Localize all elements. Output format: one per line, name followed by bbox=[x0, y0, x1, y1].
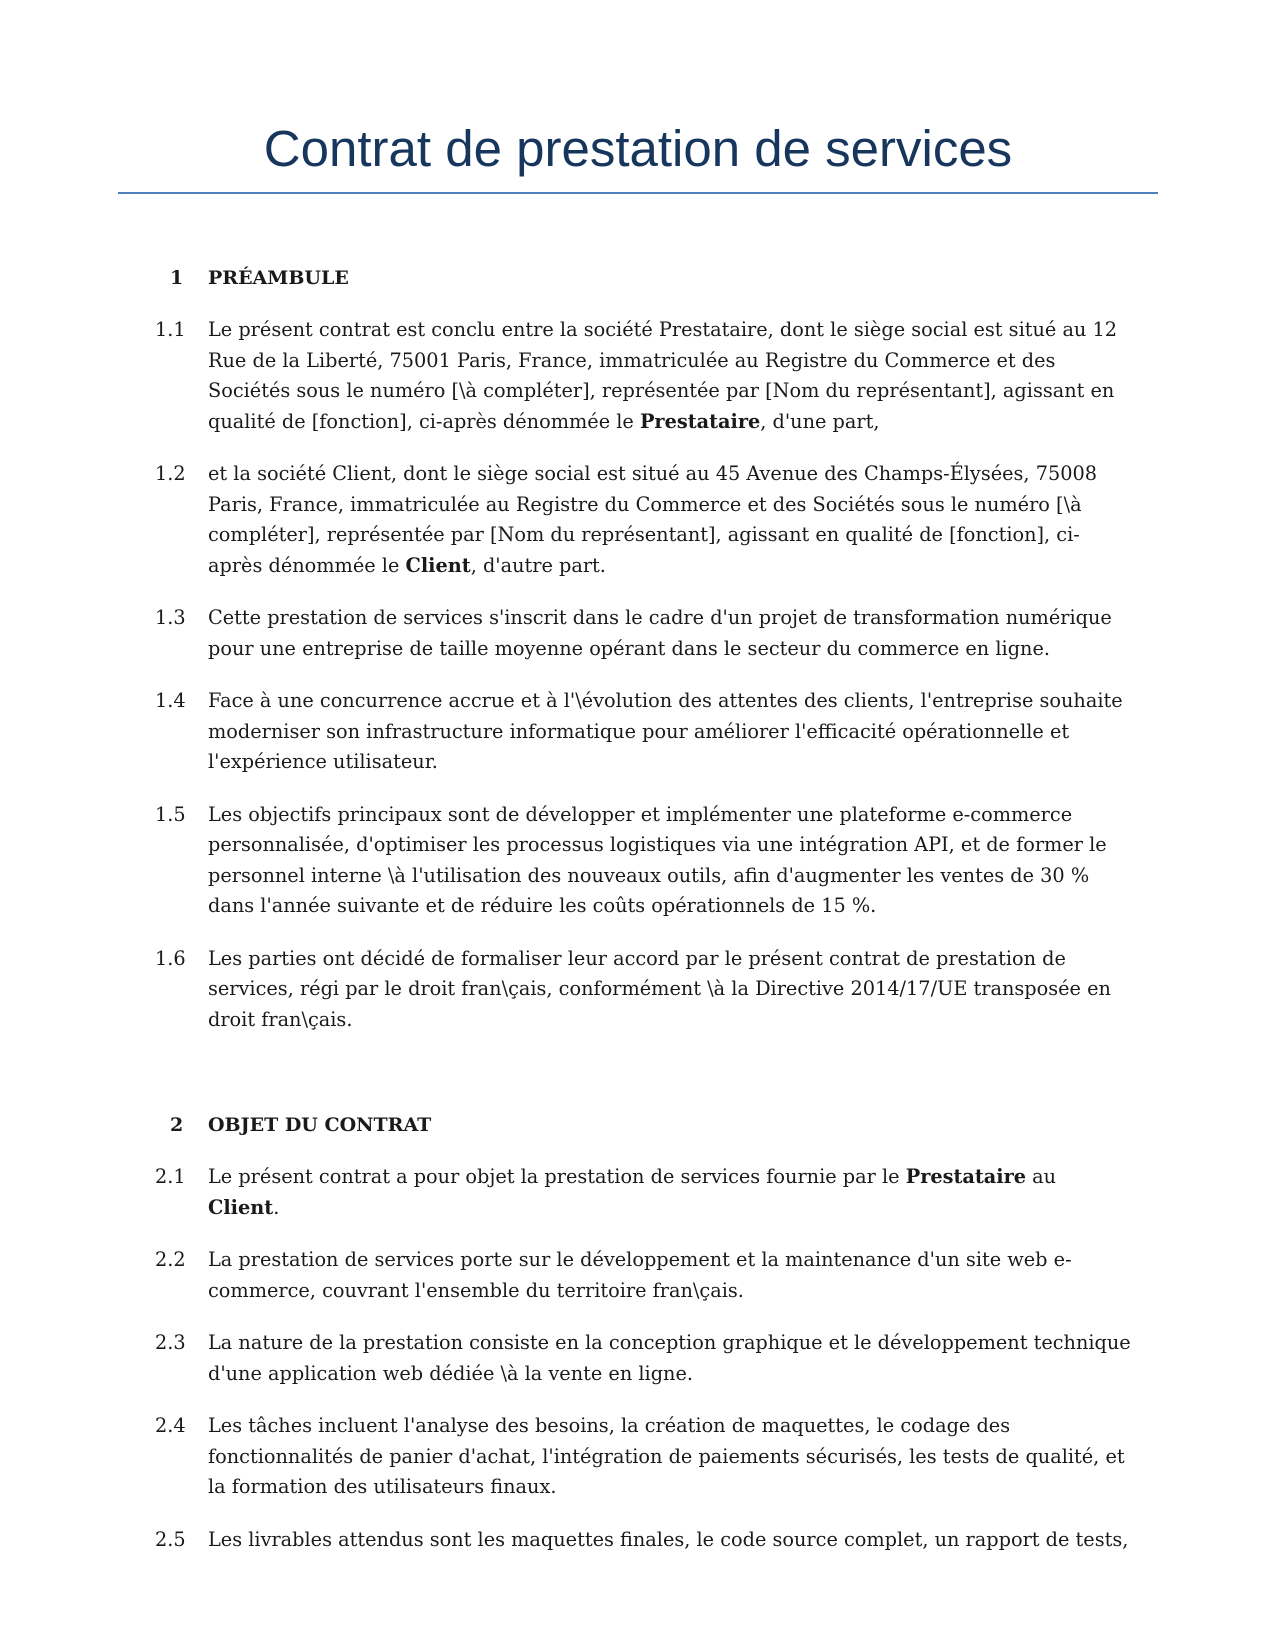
party-name-prestataire: Prestataire bbox=[905, 1165, 1027, 1188]
clause-text bbox=[208, 315, 1133, 437]
clause-number: 2.1 bbox=[155, 1165, 186, 1188]
clause-text-part: au bbox=[1026, 1165, 1057, 1188]
clause-number: 2.3 bbox=[155, 1331, 186, 1354]
clause-1-4 bbox=[0, 686, 1275, 778]
clause-text: La nature de la prestation consiste en la conception graphique et le développement technique d'une application web dédiée \à la vente en ligne. bbox=[208, 1331, 1131, 1385]
clause-text: Les parties ont décidé de formaliser leur accord par le présent contrat de prestation de services, régi par le droit fran\çais, conformément \à la Directive 2014/17/UE transposée en droit fran\çais. bbox=[208, 946, 1111, 1031]
clause-number: 1.4 bbox=[155, 689, 186, 712]
clause-2-5 bbox=[0, 1525, 1275, 1556]
section-heading bbox=[0, 1110, 1275, 1140]
document-title: Contrat de prestation de services bbox=[263, 120, 1013, 177]
clause-number: 1.2 bbox=[155, 462, 186, 485]
section-title: PRÉAMBULE bbox=[208, 267, 349, 289]
clause-2-1 bbox=[0, 1162, 1275, 1223]
clause-text-part: et la société Client, dont le siège social est situé au 45 Avenue des Champs-Élysées, 75008 Paris, France, immatriculée au Registre du Commerce et des Sociétés sous le numéro [\à compléter], représentée par [Nom du représentant], agissant en qualité de [fonction], ci-après dénommée le bbox=[208, 462, 1098, 577]
clause-text-part: , d'autre part. bbox=[470, 553, 606, 577]
section-objet-du-contrat bbox=[0, 1110, 1275, 1555]
clause-1-3 bbox=[0, 603, 1275, 664]
clause-2-3 bbox=[0, 1328, 1275, 1389]
section-preambule bbox=[0, 263, 1275, 1035]
clause-text: Cette prestation de services s'inscrit dans le cadre d'un projet de transformation numérique pour une entreprise de taille moyenne opérant dans le secteur du commerce en ligne. bbox=[208, 606, 1112, 660]
clause-number: 2.4 bbox=[155, 1414, 186, 1437]
clause-number: 2.5 bbox=[155, 1527, 186, 1551]
party-name-prestataire: Prestataire bbox=[639, 409, 761, 433]
clause-text: Les tâches incluent l'analyse des besoins, la création de maquettes, le codage des fonctionnalités de panier d'achat, l'intégration de paiements sécurisés, les tests de qualité, et la formation des utilisateurs finaux. bbox=[208, 1414, 1125, 1498]
clause-1-5 bbox=[0, 800, 1275, 922]
clause-text: Les objectifs principaux sont de développer et implémenter une plateforme e-commerce personnalisée, d'optimiser les processus logistiques via une intégration API, et de former le personnel interne \à l'utilisation des nouveaux outils, afin d'augmenter les ventes de 30 % dans l'année suivante et de réduire les coûts opérationnels de 15 %. bbox=[208, 802, 1107, 917]
clause-text bbox=[208, 1162, 1133, 1223]
clause-number: 1.6 bbox=[155, 946, 186, 970]
party-name-client: Client bbox=[208, 1195, 274, 1219]
clause-text bbox=[208, 459, 1133, 581]
clause-2-2 bbox=[0, 1245, 1275, 1306]
section-heading bbox=[0, 263, 1275, 293]
clause-text: Les livrables attendus sont les maquettes finales, le code source complet, un rapport de tests, bbox=[208, 1527, 1129, 1551]
section-number: 1 bbox=[170, 267, 184, 289]
clause-2-4 bbox=[0, 1411, 1275, 1503]
clause-text-part: , d'une part, bbox=[760, 409, 880, 433]
clause-1-2 bbox=[0, 459, 1275, 581]
clause-1-6 bbox=[0, 944, 1275, 1036]
party-name-client: Client bbox=[405, 553, 471, 577]
clause-text-part: Le présent contrat est conclu entre la société Prestataire, dont le siège social est situé au 12 Rue de la Liberté, 75001 Paris, France, immatriculée au Registre du Commerce et des Sociétés sous le numéro [\à compléter], représentée par [Nom du représentant], agissant en qualité de [fonction], ci-après dénommée le bbox=[208, 318, 1118, 433]
clause-text-part: . bbox=[273, 1195, 280, 1219]
clause-number: 2.2 bbox=[155, 1248, 186, 1271]
clause-text: Face à une concurrence accrue et à l'\évolution des attentes des clients, l'entreprise souhaite moderniser son infrastructure informatique pour améliorer l'efficacité opérationnelle et l'expérience utilisateur. bbox=[208, 689, 1123, 773]
clause-1-1 bbox=[0, 315, 1275, 437]
clause-number: 1.1 bbox=[155, 318, 186, 341]
clause-number: 1.5 bbox=[155, 802, 186, 826]
section-number: 2 bbox=[170, 1114, 184, 1136]
title-underline bbox=[118, 192, 1158, 194]
clause-text-part: Le présent contrat a pour objet la prestation de services fournie par le bbox=[208, 1165, 906, 1188]
clause-text: La prestation de services porte sur le développement et la maintenance d'un site web e-commerce, couvrant l'ensemble du territoire fran\çais. bbox=[208, 1248, 1072, 1302]
section-title: OBJET DU CONTRAT bbox=[208, 1114, 432, 1136]
clause-number: 1.3 bbox=[155, 606, 186, 629]
